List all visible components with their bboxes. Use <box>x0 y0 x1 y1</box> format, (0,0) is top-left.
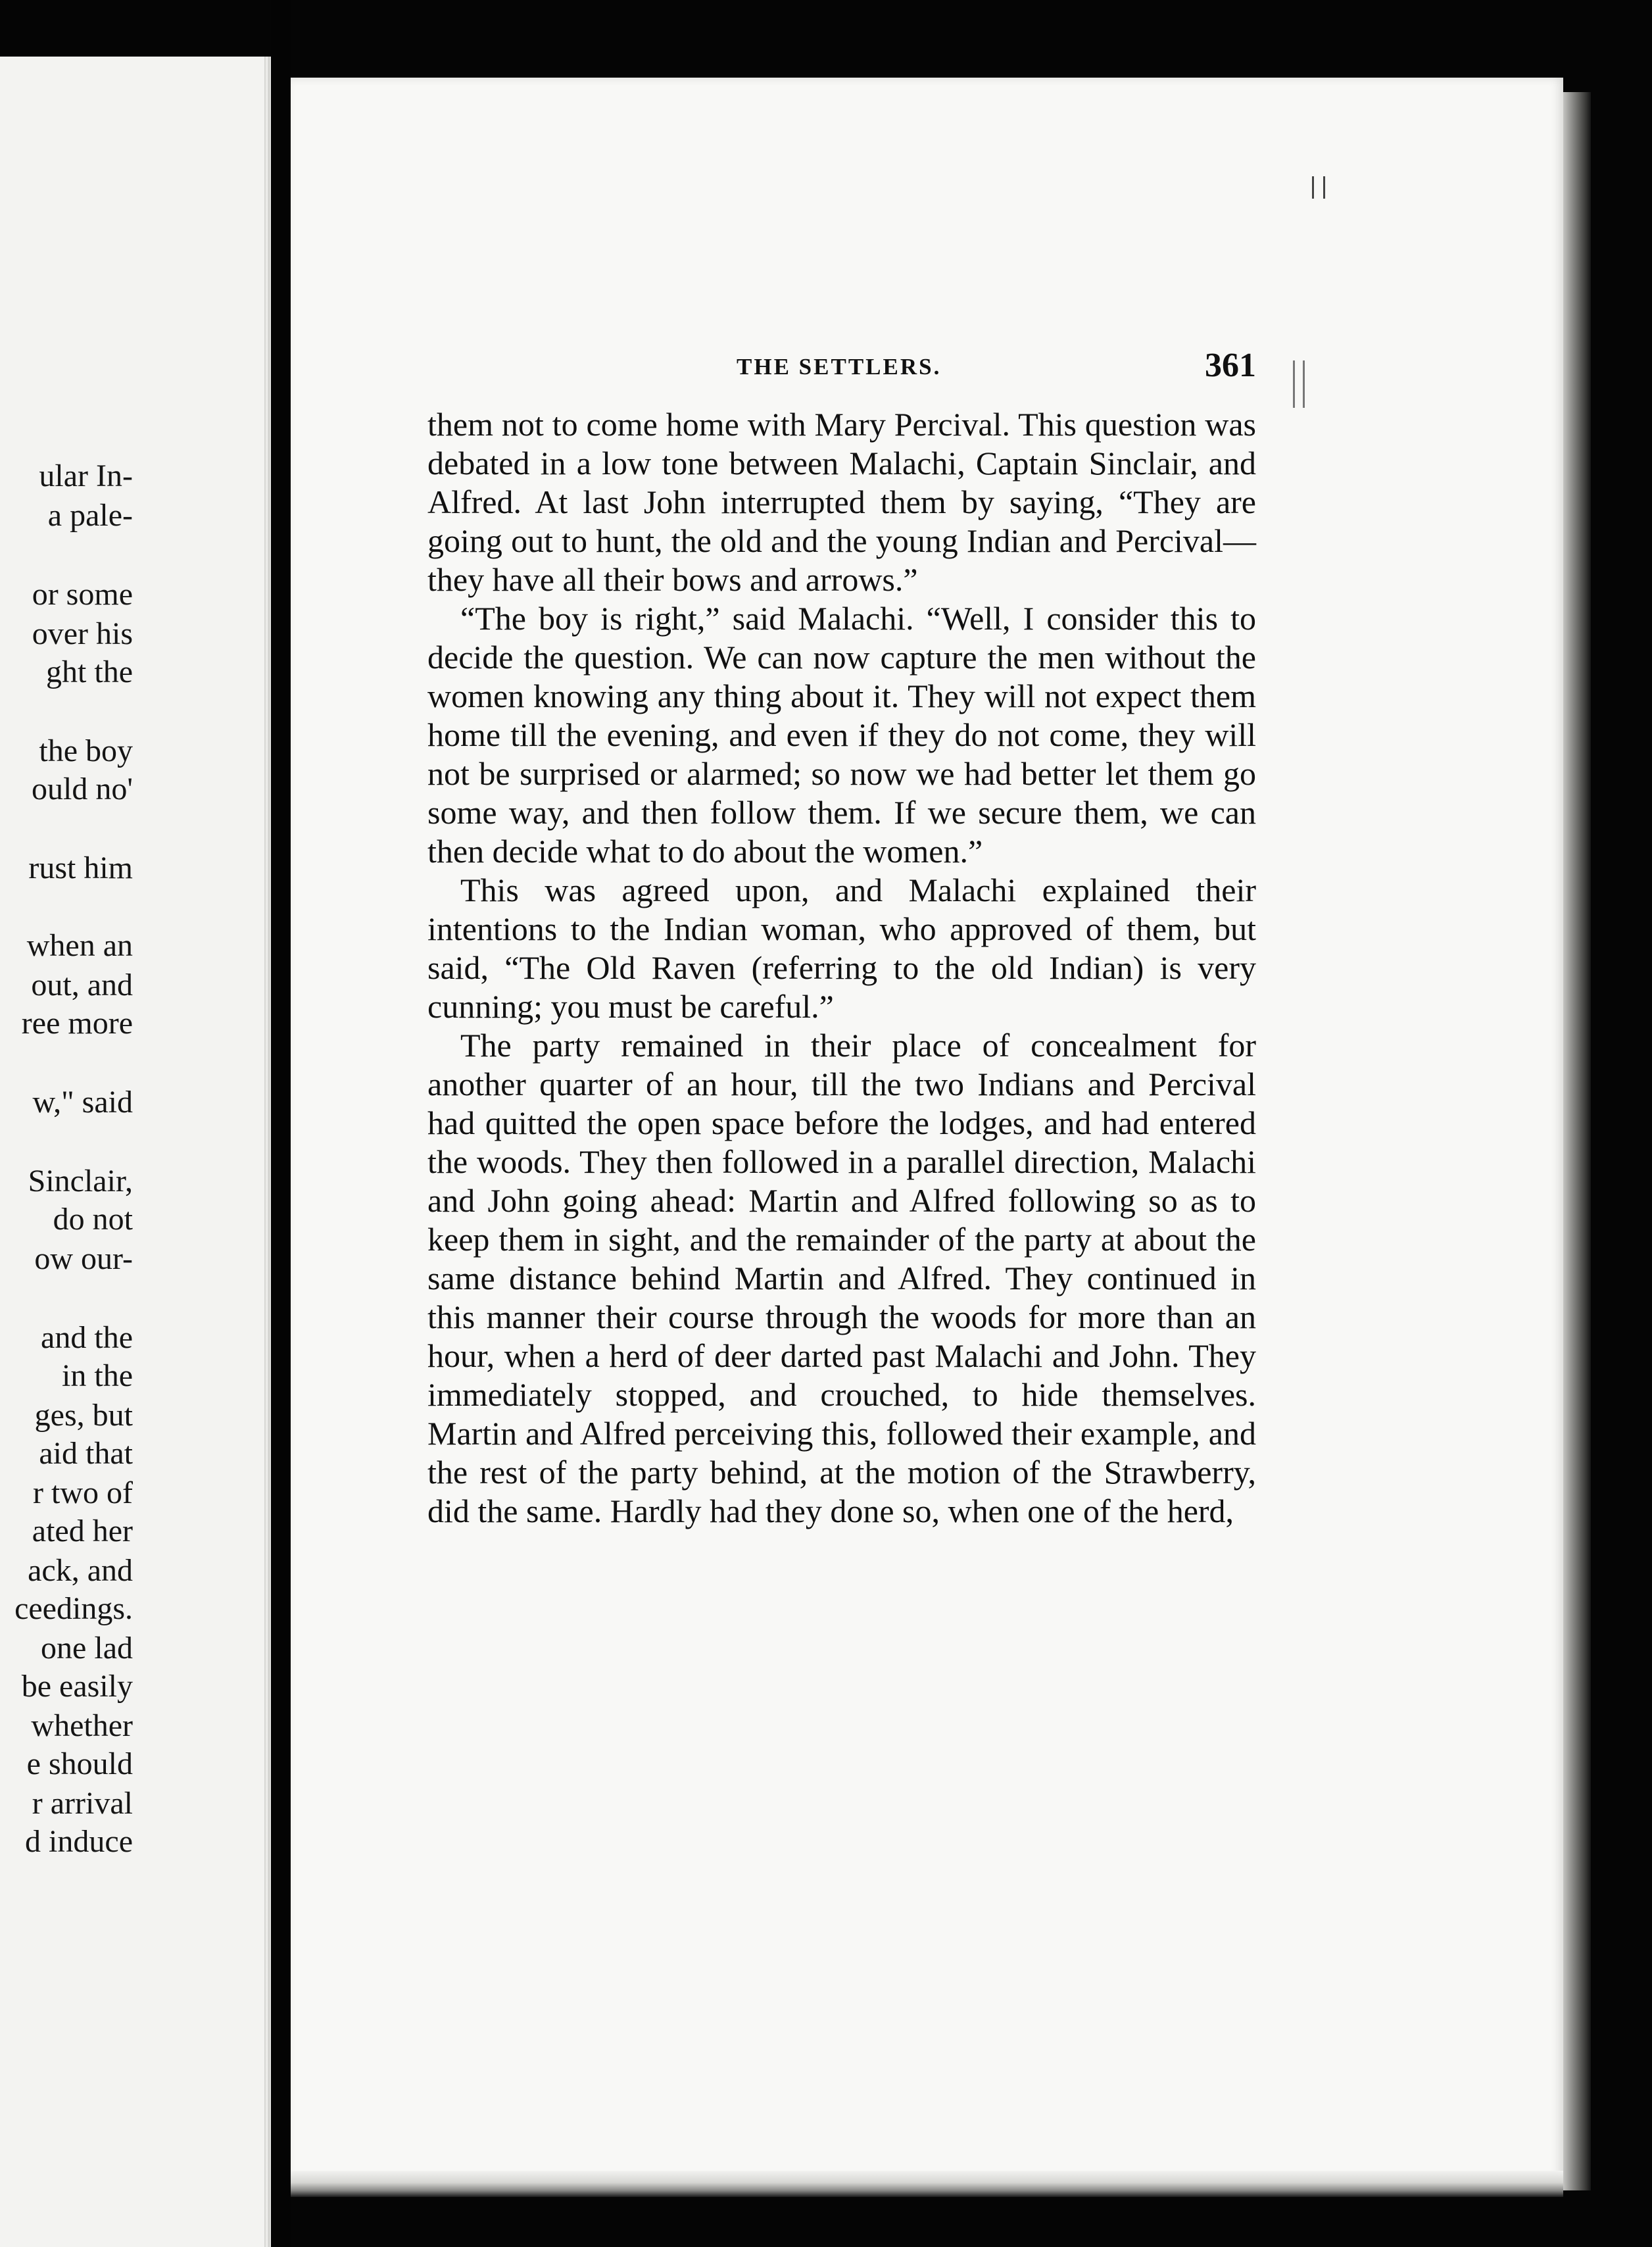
previous-page-line: ack, and <box>28 1553 133 1588</box>
running-head: THE SETTLERS. <box>737 354 942 380</box>
previous-page-line: do not <box>53 1202 133 1237</box>
previous-page-line: ree more <box>21 1006 133 1041</box>
scan-mark <box>1312 176 1325 199</box>
previous-page-line: whether <box>31 1708 133 1743</box>
page-edge <box>264 57 271 2247</box>
previous-page-line: w," said <box>32 1085 133 1120</box>
page-number: 361 <box>1205 347 1256 384</box>
page-bottom-edge <box>291 2171 1563 2197</box>
previous-page <box>0 57 271 2247</box>
previous-page-line: Sinclair, <box>28 1164 133 1198</box>
previous-page-line: be easily <box>21 1669 133 1704</box>
previous-page-line: e should <box>26 1746 133 1781</box>
previous-page-line: in the <box>62 1358 133 1393</box>
previous-page-line: rust him <box>28 851 133 885</box>
body-text <box>427 405 1256 1531</box>
paragraph: This was agreed upon, and Malachi explained their intentions to the Indian woman, who approved of them, but said, “The Old Raven (referring to the old Indian) is very cunning; you must be careful.” <box>427 872 1256 1025</box>
previous-page-line: the boy <box>39 733 133 768</box>
previous-page-line: ould no' <box>32 772 133 806</box>
previous-page-line: r arrival <box>32 1786 133 1821</box>
page-edge-shadow <box>1563 92 1591 2190</box>
previous-page-line: ges, but <box>34 1398 133 1433</box>
previous-page-line: out, and <box>31 968 133 1002</box>
previous-page-line: ceedings. <box>14 1591 133 1626</box>
paragraph: them not to come home with Mary Percival. This question was debated in a low tone between Malachi, Captain Sinclair, and Alfred. At last John interrupted them by saying, “They are going out to hunt, the old and the young Indian and Percival—they have all their bows and arrows.” <box>427 406 1256 598</box>
previous-page-line: ated her <box>32 1514 133 1548</box>
previous-page-line: a pale- <box>47 498 133 533</box>
scan-mark <box>1293 360 1305 408</box>
previous-page-line: when an <box>26 928 133 963</box>
previous-page-line: r two of <box>33 1475 133 1510</box>
previous-page-line: d induce <box>25 1824 133 1859</box>
paragraph: “The boy is right,” said Malachi. “Well, I consider this to decide the question. We can now capture the men without the women knowing any thing about it. They will not expect them home till the evening, and even if they do not come, they will not be surprised or alarmed; so now we had better let them go some way, and then follow them. If we secure them, we can then decide what to do about the women.” <box>427 600 1256 870</box>
previous-page-line: ght the <box>46 654 133 689</box>
previous-page-line: and the <box>41 1320 133 1355</box>
previous-page-line: one lad <box>41 1631 133 1666</box>
book-gutter <box>271 0 291 2247</box>
previous-page-line: ular In- <box>39 458 133 493</box>
page-header <box>427 346 1256 392</box>
previous-page-line: over his <box>32 616 133 651</box>
paragraph: The party remained in their place of concealment for another quarter of an hour, till the two Indians and Percival had quitted the open space before the lodges, and had entered the woods. They then followed in a parallel direction, Malachi and John going ahead: Martin and Alfred following so as to keep them in sight, and the remainder of the party at about the same distance behind Martin and Alfred. They continued in this manner their course through the woods for more than an hour, when a herd of deer darted past Malachi and John. They immediately stopped, and crouched, to hide themselves. Martin and Alfred perceiving this, followed their example, and the rest of the party behind, at the motion of the Strawberry, did the same. Hardly had they done so, when one of the herd, <box>427 1027 1256 1529</box>
previous-page-line: ow our- <box>34 1241 133 1276</box>
previous-page-line: aid that <box>39 1436 133 1471</box>
previous-page-line: or some <box>32 577 133 612</box>
